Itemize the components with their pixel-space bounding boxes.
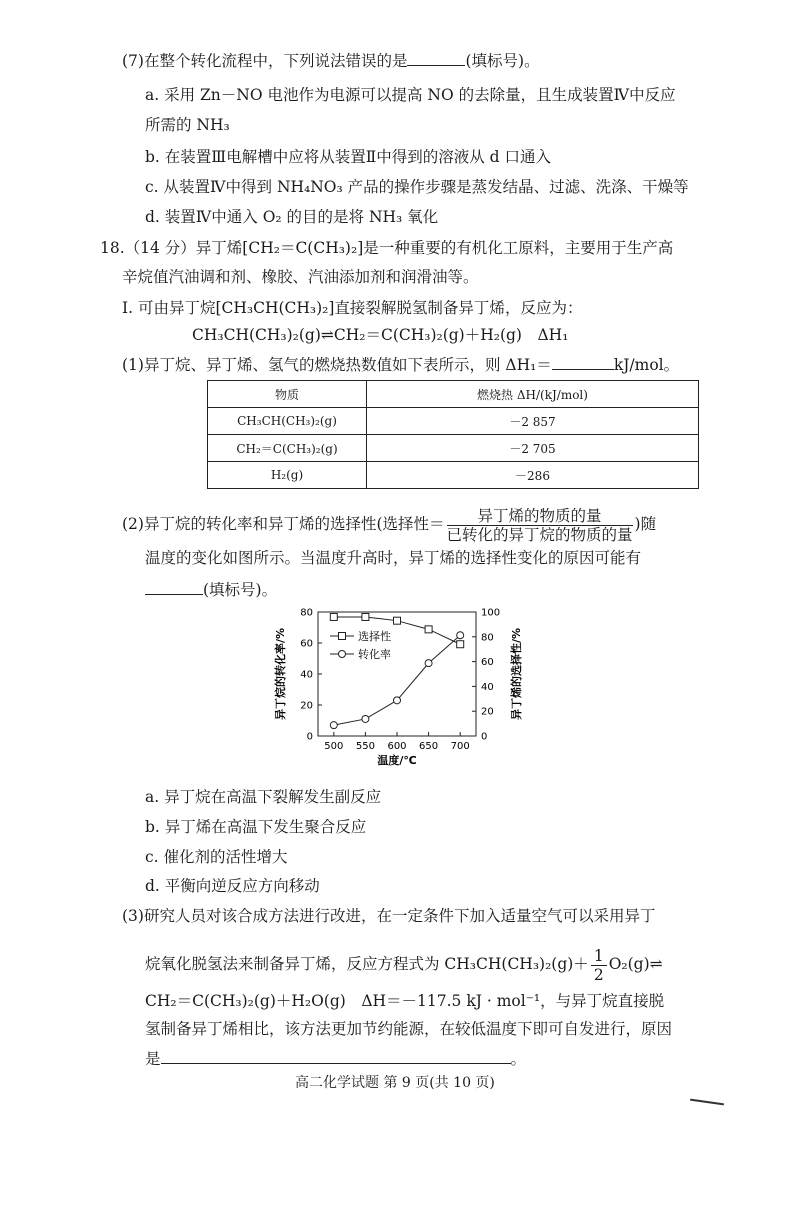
- data-point-selectivity: [457, 641, 464, 648]
- x-tick-label: 700: [450, 741, 470, 752]
- q2-option-c: c. 催化剂的活性增大: [145, 848, 288, 866]
- q18-sub3-cont: CH₂＝C(CH₃)₂(g)＋H₂O(g) ΔH＝－117.5 kJ · mol⁻¹，与异丁烷直接脱: [145, 992, 665, 1010]
- table-cell: H₂(g): [208, 462, 367, 489]
- y-left-tick-label: 80: [300, 607, 313, 619]
- y-left-axis-label: 异丁烷的转化率/%: [274, 627, 287, 721]
- data-point-selectivity: [362, 613, 369, 620]
- y-right-tick-label: 0: [481, 731, 488, 743]
- y-left-tick-label: 60: [300, 638, 313, 650]
- scan-mark: [690, 1099, 724, 1106]
- series-line-转化率: [334, 635, 460, 725]
- x-tick-label: 500: [324, 741, 344, 752]
- q18-part1: Ⅰ. 可由异丁烷[CH₃CH(CH₃)₂]直接裂解脱氢制备异丁烯，反应为：: [122, 299, 583, 317]
- q18-sub3: (3)研究人员对该合成方法进行改进，在一定条件下加入适量空气可以采用异丁: [122, 907, 656, 925]
- q18-sub2-cont: 温度的变化如图所示。当温度升高时，异丁烯的选择性变化的原因可能有: [145, 549, 642, 567]
- table-cell: －286: [367, 462, 699, 489]
- legend-label: 选择性: [358, 630, 391, 643]
- selectivity-fraction: $\frac{\text{异丁烯的物质的量}}{\text{已转化的异丁烷的物质的量}}$: [446, 506, 633, 544]
- q7-stem: (7)在整个转化流程中，下列说法错误的是 (填标号)。: [122, 49, 540, 72]
- table-cell: CH₂＝C(CH₃)₂(g): [208, 435, 367, 462]
- data-point-conversion: [394, 697, 401, 704]
- q18-heading: 18.（14 分）异丁烯[CH₂＝C(CH₃)₂]是一种重要的有机化工原料，主要用于生产高: [100, 239, 674, 257]
- q18-sub2: (2)异丁烷的转化率和异丁烯的选择性(选择性＝ $\frac{\text{异丁烯的物质的量}}{\text{已转化的异丁烷的物质的量}}$ )随: [122, 506, 657, 544]
- data-point-conversion: [362, 715, 369, 722]
- data-point-conversion: [425, 660, 432, 667]
- q2-option-b: b. 异丁烯在高温下发生聚合反应: [145, 818, 367, 836]
- q7-option-b: b. 在装置Ⅲ电解槽中应将从装置Ⅱ中得到的溶液从 d 口通入: [145, 148, 552, 166]
- q7-option-a: a. 采用 Zn－NO 电池作为电源可以提高 NO 的去除量，且生成装置Ⅳ中反应: [145, 86, 676, 104]
- data-point-conversion: [330, 722, 337, 729]
- y-right-axis-label: 异丁烯的选择性/%: [510, 627, 523, 721]
- y-right-tick-label: 100: [481, 607, 501, 619]
- q18-sub1: (1)异丁烷、异丁烯、氢气的燃烧热数值如下表所示，则 ΔH₁＝ kJ/mol。: [122, 353, 679, 376]
- data-point-selectivity: [330, 613, 337, 620]
- q18-sub3-equation: 烷氧化脱氢法来制备异丁烯，反应方程式为 CH₃CH(CH₃)₂(g)＋ $\frac{1}{2}$ O₂(g)⇌: [145, 946, 663, 984]
- plot-frame: [318, 612, 476, 736]
- y-right-tick-label: 80: [481, 632, 494, 644]
- combustion-heat-table: [207, 380, 699, 489]
- table-row: [208, 435, 699, 462]
- data-point-selectivity: [425, 626, 432, 633]
- q18-sub2-end: (填标号)。: [145, 578, 277, 601]
- table-cell: CH₃CH(CH₃)₂(g): [208, 408, 367, 435]
- x-tick-label: 550: [355, 741, 375, 752]
- table-cell: －2 857: [367, 408, 699, 435]
- q7-option-a-cont: 所需的 NH₃: [145, 116, 230, 134]
- q18-heading-cont: 辛烷值汽油调和剂、橡胶、汽油添加剂和润滑油等。: [122, 268, 479, 286]
- reaction-equation: CH₃CH(CH₃)₂(g)⇌CH₂＝C(CH₃)₂(g)＋H₂(g) ΔH₁: [192, 326, 569, 344]
- q2-option-d: d. 平衡向逆反应方向移动: [145, 877, 320, 895]
- data-point-conversion: [457, 632, 464, 639]
- q2-answer-blank[interactable]: [145, 578, 203, 595]
- dh1-answer-blank[interactable]: [552, 353, 614, 370]
- table-header-row: [208, 381, 699, 408]
- q7-answer-blank[interactable]: [407, 49, 465, 66]
- x-axis-label: 温度/℃: [377, 754, 417, 767]
- legend-marker-square: [339, 633, 346, 640]
- half-fraction: $\frac{1}{2}$: [591, 947, 607, 984]
- legend-label: 转化率: [358, 648, 391, 661]
- y-right-tick-label: 20: [481, 706, 494, 718]
- table-header: 燃烧热 ΔH/(kJ/mol): [367, 381, 699, 408]
- table-row: [208, 462, 699, 489]
- y-left-tick-label: 40: [300, 669, 313, 681]
- x-tick-label: 650: [419, 741, 439, 752]
- data-point-selectivity: [394, 617, 401, 624]
- q18-sub3-end: 是 。: [145, 1047, 526, 1070]
- y-right-tick-label: 40: [481, 681, 494, 693]
- table-row: [208, 408, 699, 435]
- page-footer: 高二化学试题 第 9 页(共 10 页): [295, 1075, 495, 1091]
- legend-marker-circle: [339, 651, 346, 658]
- table-cell: －2 705: [367, 435, 699, 462]
- conversion-selectivity-chart: [268, 602, 538, 772]
- table-header: 物质: [208, 381, 367, 408]
- q7-option-c: c. 从装置Ⅳ中得到 NH₄NO₃ 产品的操作步骤是蒸发结晶、过滤、洗涤、干燥等: [145, 178, 689, 196]
- x-tick-label: 600: [387, 741, 407, 752]
- q2-option-a: a. 异丁烷在高温下裂解发生副反应: [145, 788, 382, 806]
- q3-answer-blank[interactable]: [161, 1047, 511, 1064]
- y-left-tick-label: 20: [300, 700, 313, 712]
- q7-option-d: d. 装置Ⅳ中通入 O₂ 的目的是将 NH₃ 氧化: [145, 208, 439, 226]
- q18-sub3-cont2: 氢制备异丁烯相比，该方法更加节约能源，在较低温度下即可自发进行，原因: [145, 1020, 673, 1038]
- y-left-tick-label: 0: [306, 731, 313, 743]
- y-right-tick-label: 60: [481, 657, 494, 669]
